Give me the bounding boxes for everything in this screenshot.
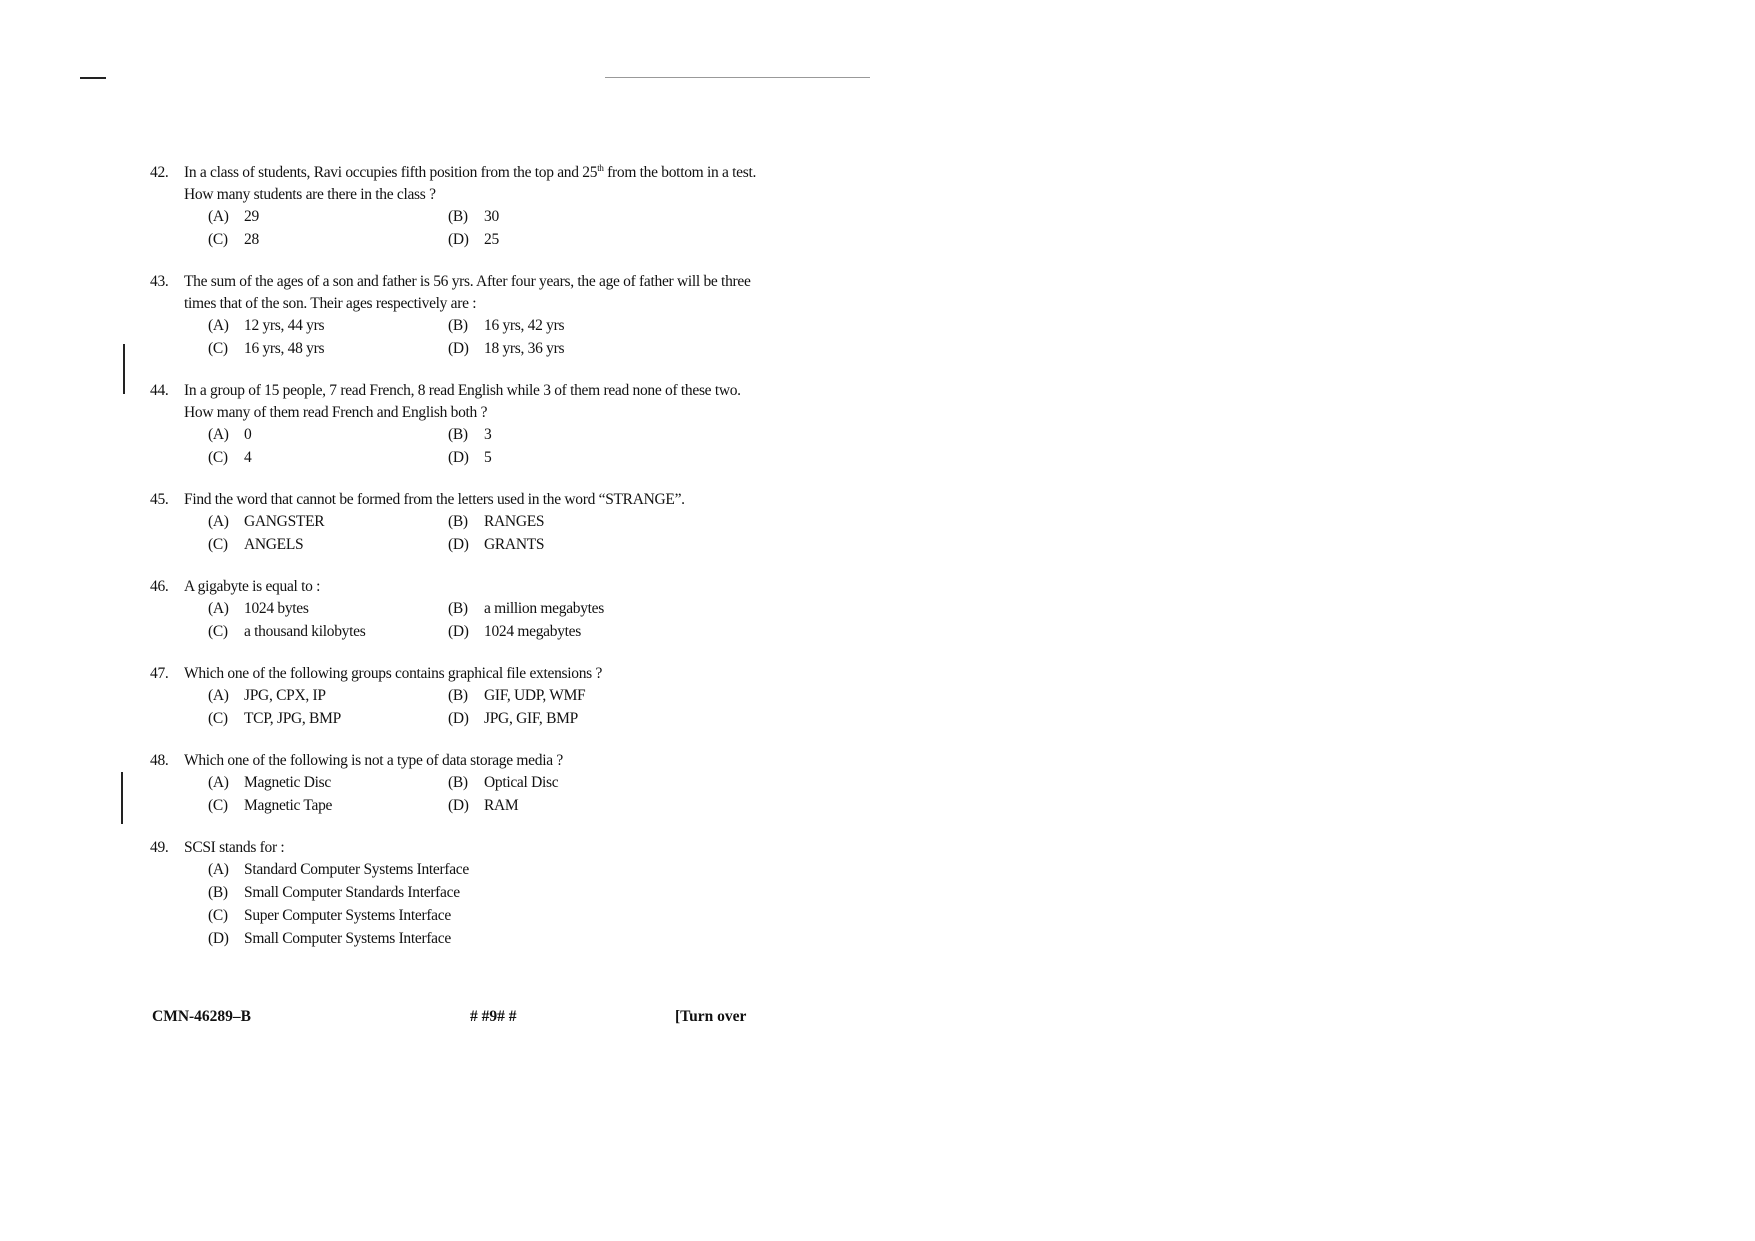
question-47: [150, 663, 770, 730]
option-a: (A) Standard Computer Systems Interface: [208, 861, 469, 878]
options: [208, 424, 770, 469]
page-number: # #9# #: [470, 1008, 517, 1025]
question-48: [150, 750, 770, 817]
options: [208, 206, 770, 251]
scan-edge-line: [605, 77, 870, 78]
option-d: (D) 5: [448, 449, 492, 466]
binding-mark: [123, 344, 125, 394]
option-c: (C) Magnetic Tape: [208, 797, 333, 814]
question-45: [150, 489, 770, 556]
question-46: [150, 576, 770, 643]
option-b: (B) 3: [448, 426, 492, 443]
option-a: (A) GANGSTER: [208, 513, 325, 530]
question-number: 45.: [150, 491, 169, 508]
option-b: (B) GIF, UDP, WMF: [448, 687, 586, 704]
option-a: (A) JPG, CPX, IP: [208, 687, 326, 704]
options: [208, 315, 770, 360]
question-number: 46.: [150, 578, 169, 595]
question-49: [150, 837, 770, 950]
paper-code: CMN-46289–B: [152, 1008, 252, 1025]
options: [208, 511, 770, 556]
option-b: (B) RANGES: [448, 513, 545, 530]
option-c: (C) TCP, JPG, BMP: [208, 710, 341, 727]
option-a: (A) Magnetic Disc: [208, 774, 331, 791]
question-number: 47.: [150, 665, 169, 682]
options: [208, 859, 770, 950]
question-number: 44.: [150, 382, 169, 399]
question-number: 48.: [150, 752, 169, 769]
scan-edge-line: [80, 77, 106, 79]
option-c: (C) 28: [208, 231, 259, 248]
option-c: (C) ANGELS: [208, 536, 304, 553]
option-a: (A) 12 yrs, 44 yrs: [208, 317, 325, 334]
question-stem: Find the word that cannot be formed from the letters used in the word “STRANGE”.: [184, 491, 685, 508]
option-d: (D) JPG, GIF, BMP: [448, 710, 578, 727]
options: [208, 772, 770, 817]
binding-mark: [121, 772, 123, 824]
option-c: (C) 16 yrs, 48 yrs: [208, 340, 325, 357]
question-stem: The sum of the ages of a son and father is 56 yrs. After four years, the age of father will be three times that of the son. Their ages respectively are :: [184, 273, 751, 312]
option-d: (D) RAM: [448, 797, 519, 814]
option-b: (B) a million megabytes: [448, 600, 604, 617]
question-43: [150, 271, 770, 360]
option-d: (D) 25: [448, 231, 499, 248]
option-b: (B) 16 yrs, 42 yrs: [448, 317, 565, 334]
question-stem: Which one of the following is not a type of data storage media ?: [184, 752, 563, 769]
question-44: [150, 380, 770, 469]
question-stem: A gigabyte is equal to :: [184, 578, 321, 595]
question-number: 49.: [150, 839, 169, 856]
option-c: (C) Super Computer Systems Interface: [208, 907, 451, 924]
option-c: (C) 4: [208, 449, 252, 466]
option-c: (C) a thousand kilobytes: [208, 623, 366, 640]
option-a: (A) 0: [208, 426, 252, 443]
question-number: 43.: [150, 273, 169, 290]
question-stem: Which one of the following groups contains graphical file extensions ?: [184, 665, 603, 682]
question-42: [150, 162, 770, 251]
options: [208, 685, 770, 730]
question-number: 42.: [150, 164, 169, 181]
page-footer: [152, 1008, 752, 1030]
option-d: (D) 18 yrs, 36 yrs: [448, 340, 565, 357]
option-d: (D) 1024 megabytes: [448, 623, 581, 640]
option-b: (B) Optical Disc: [448, 774, 559, 791]
question-paper: [150, 162, 770, 970]
options: [208, 598, 770, 643]
turn-over-note: [Turn over: [675, 1008, 747, 1025]
option-a: (A) 1024 bytes: [208, 600, 309, 617]
option-d: (D) Small Computer Systems Interface: [208, 930, 451, 947]
question-stem: SCSI stands for :: [184, 839, 285, 856]
question-stem: In a group of 15 people, 7 read French, 8 read English while 3 of them read none of these two. How many of them read French and English both ?: [184, 382, 741, 421]
option-b: (B) 30: [448, 208, 499, 225]
option-b: (B) Small Computer Standards Interface: [208, 884, 460, 901]
option-a: (A) 29: [208, 208, 259, 225]
question-stem: In a class of students, Ravi occupies fifth position from the top and 25th from the bottom in a test. How many students are there in the class ?: [184, 162, 757, 203]
option-d: (D) GRANTS: [448, 536, 545, 553]
